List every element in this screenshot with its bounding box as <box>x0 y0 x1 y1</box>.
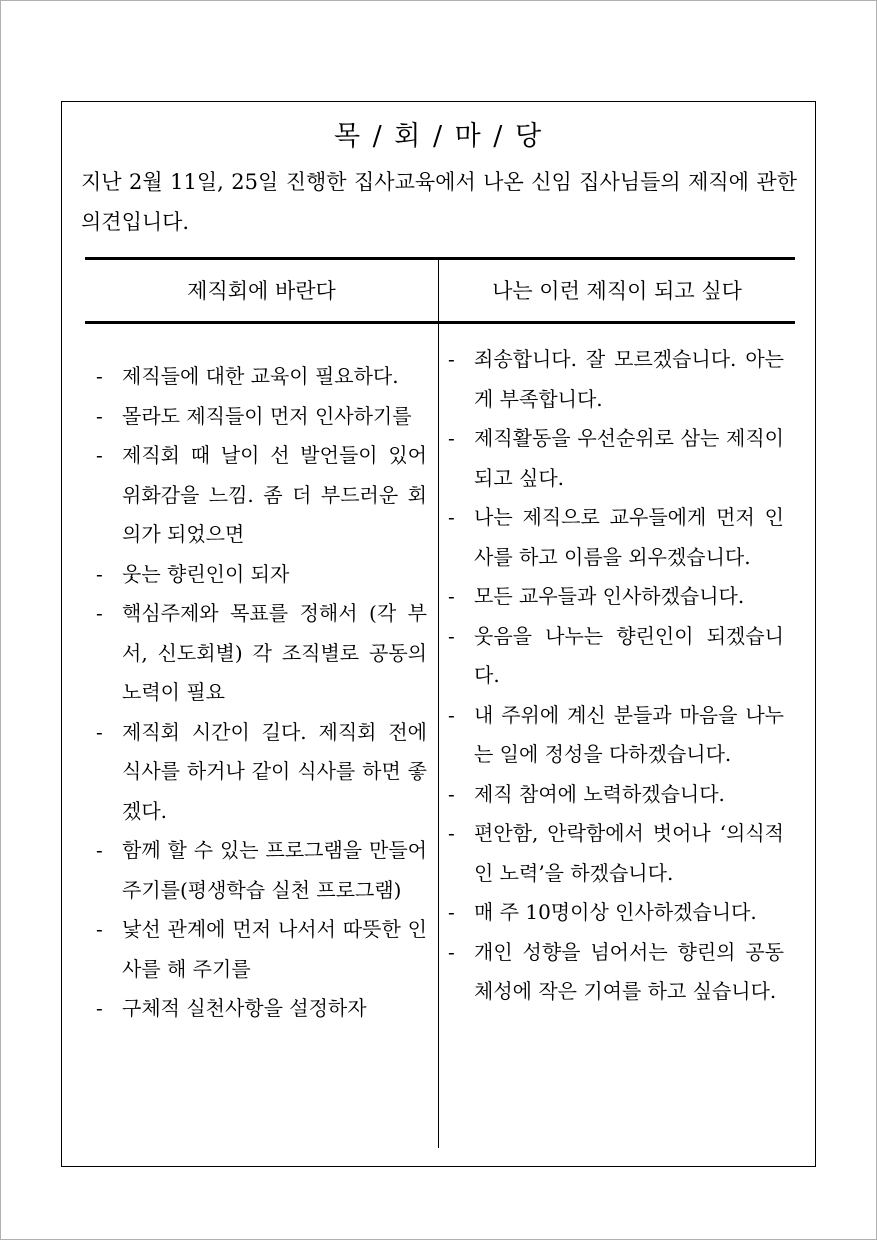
list-item: - 몰라도 제직들이 먼저 인사하기를 <box>94 397 427 437</box>
list-item: - 제직활동을 우선순위로 삼는 제직이 되고 싶다. <box>446 419 784 498</box>
table-top-rule <box>85 257 795 260</box>
list-item: - 내 주위에 계신 분들과 마음을 나누는 일에 정성을 다하겠습니다. <box>446 696 784 775</box>
list-item: - 죄송합니다. 잘 모르겠습니다. 아는 게 부족합니다. <box>446 340 784 419</box>
right-column-list <box>446 340 784 1012</box>
list-item: - 구체적 실천사항을 설정하자 <box>94 989 427 1029</box>
list-item: - 제직회 시간이 길다. 제직회 전에 식사를 하거나 같이 식사를 하면 좋겠다. <box>94 713 427 832</box>
list-item: - 모든 교우들과 인사하겠습니다. <box>446 577 784 617</box>
list-item: - 제직회 때 날이 선 발언들이 있어 위화감을 느낌. 좀 더 부드러운 회의가 되었으면 <box>94 436 427 555</box>
page-title: 목 / 회 / 마 / 당 <box>333 121 544 152</box>
list-item: - 개인 성향을 넘어서는 향린의 공동체성에 작은 기여를 하고 싶습니다. <box>446 933 784 1012</box>
left-column-list <box>94 357 427 1029</box>
article-box <box>61 101 816 1167</box>
right-column-heading: 나는 이런 제직이 되고 싶다 <box>492 279 742 303</box>
list-item: - 웃는 향린인이 되자 <box>94 555 427 595</box>
list-item: - 웃음을 나누는 향린인이 되겠습니다. <box>446 617 784 696</box>
list-item: - 나는 제직으로 교우들에게 먼저 인사를 하고 이름을 외우겠습니다. <box>446 498 784 577</box>
list-item: - 제직 참여에 노력하겠습니다. <box>446 775 784 815</box>
left-column-heading: 제직회에 바란다 <box>187 279 336 303</box>
list-item: - 편안함, 안락함에서 벗어나 ‘의식적인 노력’을 하겠습니다. <box>446 814 784 893</box>
intro-text: 지난 2월 11일, 25일 진행한 집사교육에서 나온 신임 집사님들의 제직에 관한 의견입니다. <box>81 170 797 234</box>
list-item: - 함께 할 수 있는 프로그램을 만들어주기를(평생학습 실천 프로그램) <box>94 831 427 910</box>
list-item: - 낯선 관계에 먼저 나서서 따뜻한 인사를 해 주기를 <box>94 910 427 989</box>
column-divider <box>438 257 439 1148</box>
table-header-rule <box>85 321 795 324</box>
list-item: - 제직들에 대한 교육이 필요하다. <box>94 357 427 397</box>
list-item: - 매 주 10명이상 인사하겠습니다. <box>446 893 784 933</box>
list-item: - 핵심주제와 목표를 정해서 (각 부서, 신도회별) 각 조직별로 공동의 노력이 필요 <box>94 594 427 713</box>
